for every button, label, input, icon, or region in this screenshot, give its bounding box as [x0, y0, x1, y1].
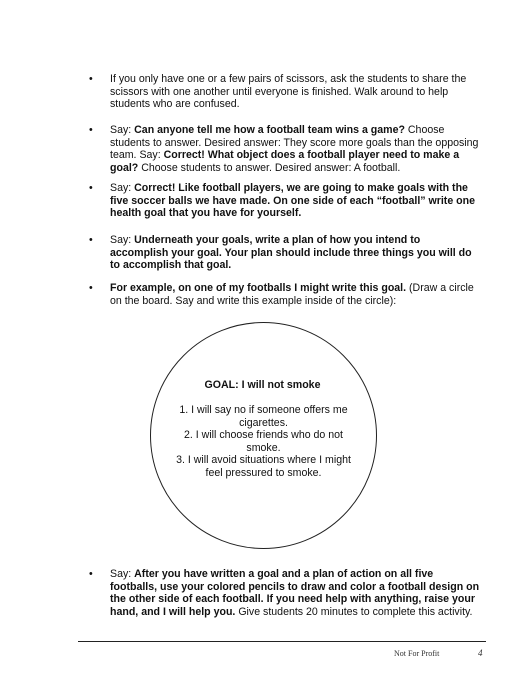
bullet-text	[110, 234, 481, 272]
bold-text-run: Correct! Like football players, we are going to make goals with the five soccer balls we have made. On one side of each “football” write one health goal that you have for yourself.	[110, 182, 476, 220]
bold-text-run: Can anyone tell me how a football team wins a game?	[134, 124, 405, 136]
bullet-item	[89, 234, 481, 272]
bullet-dot: •	[89, 124, 93, 136]
bullet-text	[110, 124, 481, 174]
text-run: Say:	[110, 234, 135, 246]
bullet-dot: •	[89, 73, 93, 85]
bullet-item	[89, 73, 481, 111]
bullet-text	[110, 182, 481, 220]
bullet-dot: •	[89, 234, 93, 246]
bullet-item	[89, 568, 481, 618]
page-number: 4	[478, 648, 483, 658]
goal-item: 2. I will choose friends who do not smoke.	[184, 429, 343, 454]
bullet-text	[110, 73, 481, 111]
bold-text-run: Underneath your goals, write a plan of how you intend to accomplish your goal. Your plan should include three things you will do to accomplish that goal.	[110, 234, 472, 272]
bullet-item	[89, 124, 481, 174]
bullet-dot: •	[89, 282, 93, 294]
bold-text-run: After you have written a goal and a plan of action on all five footballs, use your colored pencils to draw and color a football design on the other side of each football. If you need help with anything, raise your hand, and I will help you.	[110, 568, 480, 618]
footer-label: Not For Profit	[394, 649, 440, 658]
text-run: If you only have one or a few pairs of scissors, ask the students to share the scissors with one another until everyone is finished. Walk around to help students who are confused.	[110, 73, 467, 111]
text-run: Choose students to answer. Desired answer: A football.	[138, 161, 401, 174]
goal-title: GOAL: I will not smoke	[204, 379, 321, 391]
bullet-item	[89, 282, 481, 307]
text-run: Say:	[110, 568, 135, 580]
bullet-text	[110, 568, 481, 618]
text-run: (Draw a circle on the board. Say and write this example inside of the circle):	[110, 282, 474, 307]
goal-list	[176, 404, 351, 480]
goal-item: 3. I will avoid situations where I might feel pressured to smoke.	[176, 454, 351, 479]
bullet-text	[110, 282, 481, 307]
text-run: Choose students to answer. Desired answer: They score more goals than the opposing team. Say:	[110, 124, 479, 162]
footer-rule	[78, 641, 486, 642]
bold-text-run: Correct! What object does a football player need to make a goal?	[110, 149, 460, 174]
text-run: Give students 20 minutes to complete this activity.	[235, 605, 473, 618]
bold-text-run: For example, on one of my footballs I might write this goal.	[110, 282, 407, 294]
bullet-item	[89, 182, 481, 220]
goal-item: 1. I will say no if someone offers me cigarettes.	[179, 404, 348, 429]
text-run: Say:	[110, 182, 135, 194]
text-run: Say:	[110, 124, 135, 136]
bullet-dot: •	[89, 568, 93, 580]
bullet-dot: •	[89, 182, 93, 194]
